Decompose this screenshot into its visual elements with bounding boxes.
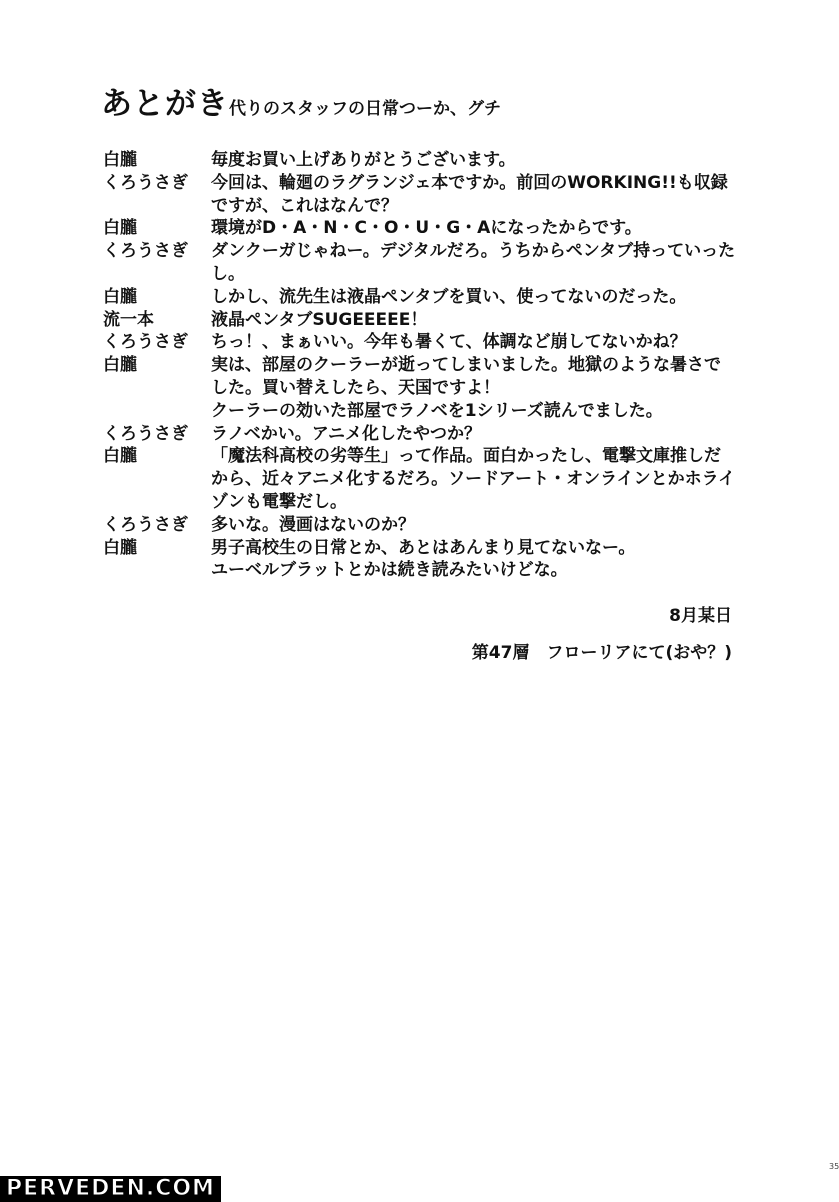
speech-text <box>211 354 743 422</box>
afterword-subheading: 代りのスタッフの日常つーか、グチ <box>229 99 501 119</box>
speech-text <box>211 331 743 354</box>
page-title <box>101 78 501 123</box>
speech-text <box>211 217 743 240</box>
speaker-name: 白朧 <box>103 218 137 239</box>
speaker-name: 白朧 <box>103 355 137 376</box>
dialogue-line <box>103 149 743 172</box>
page-number: 35 <box>829 1162 839 1171</box>
speech-text <box>211 309 743 332</box>
speech-line: クーラーの効いた部屋でラノベを1シリーズ読んでました。 <box>211 400 663 421</box>
speaker-name: くろうさぎ <box>103 332 188 353</box>
afterword-heading: あとがき <box>101 86 229 122</box>
dialogue-line <box>103 445 743 513</box>
speech-text <box>211 537 743 583</box>
speech-line: しかし、流先生は液晶ペンタブを買い、使ってないのだった。 <box>211 286 687 307</box>
speaker-name: くろうさぎ <box>103 514 188 535</box>
dialogue-line <box>103 309 743 332</box>
signoff-place: 第47層 フローリアにて(おや？) <box>471 643 732 663</box>
dialogue-line <box>103 286 743 309</box>
speaker-name: 白朧 <box>103 446 137 467</box>
dialogue-line <box>103 423 743 446</box>
speech-line: ラノベかい。アニメ化したやつか？ <box>211 423 481 444</box>
speech-line: 環境がD・A・N・C・O・U・G・Aになったからです。 <box>211 218 642 239</box>
speech-line: し。 <box>211 263 245 284</box>
speech-line: ですが、これはなんで？ <box>211 195 398 216</box>
speech-line: した。買い替えしたら、天国ですよ！ <box>211 377 500 398</box>
speaker-name: くろうさぎ <box>103 423 188 444</box>
speech-line: 実は、部屋のクーラーが逝ってしまいました。地獄のような暑さで <box>211 355 721 376</box>
dialogue-line <box>103 217 743 240</box>
signoff-date: 8月某日 <box>669 606 732 626</box>
speech-line: ユーベルブラットとかは続き読みたいけどな。 <box>211 560 568 581</box>
watermark-text: PERVEDEN.COM <box>6 1176 215 1201</box>
speech-text <box>211 514 743 537</box>
speech-text <box>211 240 743 286</box>
speech-line: 今回は、輪廻のラグランジェ本ですか。前回のWORKING!!も収録 <box>211 172 728 193</box>
speech-line: 毎度お買い上げありがとうございます。 <box>211 150 516 170</box>
speech-line: ダンクーガじゃねー。デジタルだろ。うちからペンタブ持っていった <box>211 241 736 262</box>
speech-text <box>211 172 743 218</box>
dialogue-line <box>103 172 743 218</box>
dialogue-list <box>103 149 743 582</box>
speaker-name: 白朧 <box>103 537 137 558</box>
speech-line: 男子高校生の日常とか、あとはあんまり見てないなー。 <box>211 537 636 558</box>
speaker-name: くろうさぎ <box>103 241 188 262</box>
speech-text <box>211 445 743 513</box>
speech-line: 液晶ペンタブSUGEEEEE！ <box>211 309 428 330</box>
speech-line: ちっ！、まぁいい。今年も暑くて、体調など崩してないかね？ <box>211 332 687 353</box>
speech-text <box>211 286 743 309</box>
speaker-name: くろうさぎ <box>103 172 188 193</box>
speech-line: ゾンも電撃だし。 <box>211 491 347 512</box>
speech-line: 「魔法科高校の劣等生」って作品。面白かったし、電撃文庫推しだ <box>211 446 721 467</box>
dialogue-line <box>103 331 743 354</box>
speech-line: 多いな。漫画はないのか？ <box>211 514 415 535</box>
speech-line: から、近々アニメ化するだろ。ソードアート・オンラインとかホライ <box>211 469 736 490</box>
dialogue-line <box>103 514 743 537</box>
speech-text <box>211 423 743 446</box>
signoff <box>472 598 732 672</box>
dialogue-line <box>103 240 743 286</box>
speech-text <box>211 149 743 172</box>
speaker-name: 流一本 <box>103 309 154 330</box>
dialogue-line <box>103 354 743 422</box>
speaker-name: 白朧 <box>103 286 137 307</box>
site-watermark <box>0 1176 221 1202</box>
speaker-name: 白朧 <box>103 150 137 170</box>
dialogue-line <box>103 537 743 583</box>
